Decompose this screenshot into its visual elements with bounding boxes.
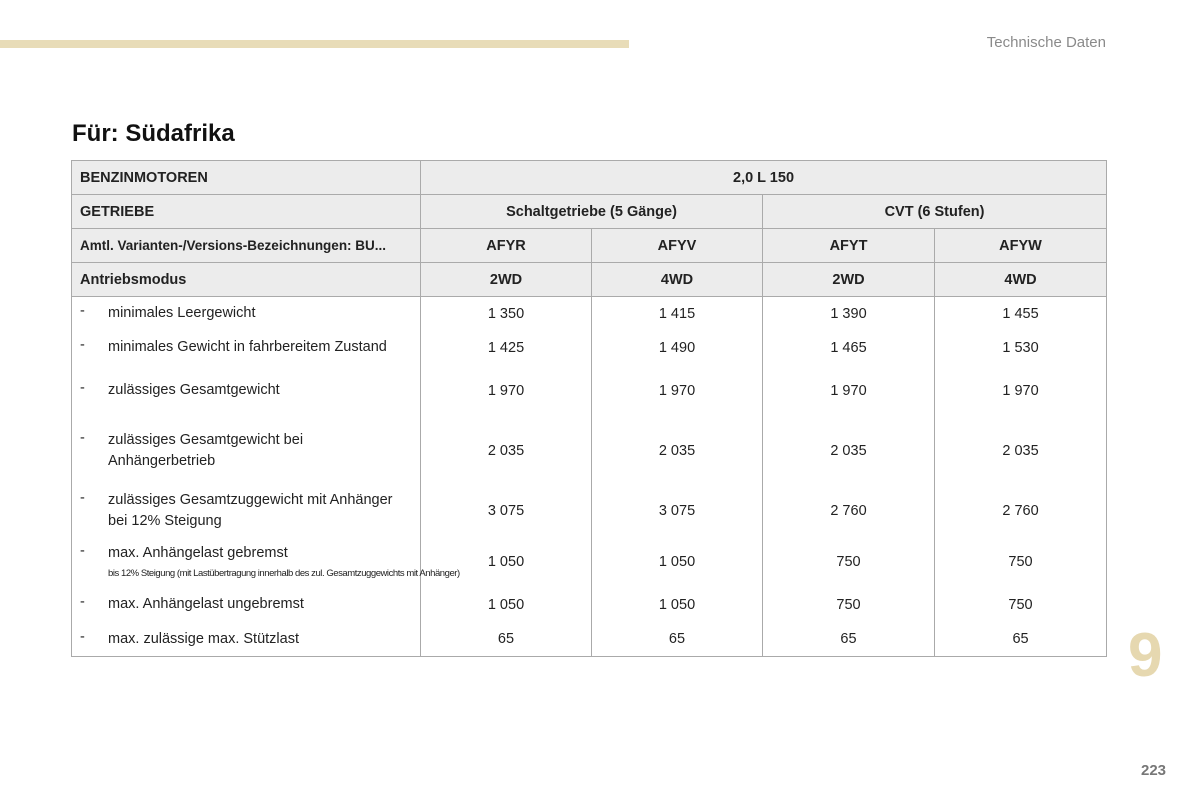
row-label-text: max. Anhängelast ungebremst (108, 596, 304, 612)
variant-cell: AFYR (421, 229, 592, 263)
value-cell: 750 (935, 587, 1107, 623)
variant-cell: AFYT (763, 229, 935, 263)
gearbox-manual: Schaltgetriebe (5 Gänge) (421, 195, 763, 229)
engine-row (72, 161, 1107, 195)
value-cell: 1 970 (421, 365, 592, 417)
row-label-text: zulässiges Gesamtgewicht bei Anhängerbetrieb (108, 431, 304, 469)
table-row (72, 297, 1107, 331)
value-cell: 2 035 (592, 417, 763, 485)
row-label (72, 331, 421, 365)
variants-label: Amtl. Varianten-/Versions-Bezeichnungen: BU... (72, 229, 421, 263)
value-cell: 65 (935, 623, 1107, 657)
value-cell: 1 455 (935, 297, 1107, 331)
row-label-text: zulässiges Gesamtzuggewicht mit Anhänger bei 12% Steigung (108, 491, 393, 529)
gearbox-row (72, 195, 1107, 229)
value-cell: 1 415 (592, 297, 763, 331)
gearbox-label: GETRIEBE (72, 195, 421, 229)
table-row (72, 485, 1107, 537)
section-header: Technische Daten (986, 34, 1106, 51)
value-cell: 1 465 (763, 331, 935, 365)
value-cell: 2 035 (421, 417, 592, 485)
row-label (72, 365, 421, 417)
gearbox-cvt: CVT (6 Stufen) (763, 195, 1107, 229)
row-footnote: bis 12% Steigung (mit Lastübertragung innerhalb des zul. Gesamtzuggewichts mit Anhänger) (108, 568, 460, 579)
bullet-dash: - (80, 489, 85, 506)
row-label-text: minimales Leergewicht (108, 305, 256, 322)
variant-cell: AFYV (592, 229, 763, 263)
value-cell: 750 (763, 587, 935, 623)
specifications-table (71, 160, 1107, 657)
value-cell: 2 760 (763, 485, 935, 537)
value-cell: 1 425 (421, 331, 592, 365)
table-row (72, 331, 1107, 365)
value-cell: 3 075 (421, 485, 592, 537)
value-cell: 750 (763, 537, 935, 587)
row-label-text: max. zulässige max. Stützlast (108, 630, 299, 647)
value-cell: 1 390 (763, 297, 935, 331)
value-cell: 1 530 (935, 331, 1107, 365)
drive-mode-cell: 4WD (935, 263, 1107, 297)
row-label-text: minimales Gewicht in fahrbereitem Zustand (108, 339, 387, 355)
value-cell: 1 050 (421, 587, 592, 623)
value-cell: 1 050 (592, 587, 763, 623)
value-cell: 1 050 (421, 537, 592, 587)
row-label (72, 297, 421, 331)
drive-mode-cell: 2WD (763, 263, 935, 297)
bullet-dash: - (80, 303, 85, 320)
row-label (72, 417, 421, 485)
variant-cell: AFYW (935, 229, 1107, 263)
table-row (72, 365, 1107, 417)
value-cell: 1 050 (592, 537, 763, 587)
bullet-dash: - (80, 380, 85, 396)
variants-row (72, 229, 1107, 263)
row-label (72, 485, 421, 537)
value-cell: 65 (763, 623, 935, 657)
row-label-text: zulässiges Gesamtgewicht (108, 382, 280, 398)
value-cell: 65 (421, 623, 592, 657)
drive-mode-row (72, 263, 1107, 297)
table-row (72, 417, 1107, 485)
table-row (72, 587, 1107, 623)
header-accent-bar (0, 40, 629, 48)
value-cell: 2 760 (935, 485, 1107, 537)
bullet-dash: - (80, 337, 85, 353)
value-cell: 65 (592, 623, 763, 657)
value-cell: 3 075 (592, 485, 763, 537)
value-cell: 1 970 (763, 365, 935, 417)
bullet-dash: - (80, 429, 85, 446)
value-cell: 1 970 (592, 365, 763, 417)
drive-mode-label: Antriebsmodus (72, 263, 421, 297)
drive-mode-cell: 4WD (592, 263, 763, 297)
bullet-dash: - (80, 543, 85, 559)
value-cell: 2 035 (763, 417, 935, 485)
row-label (72, 537, 460, 587)
engine-label: BENZINMOTOREN (72, 161, 421, 195)
value-cell: 2 035 (935, 417, 1107, 485)
engine-value: 2,0 L 150 (421, 161, 1107, 195)
page-title: Für: Südafrika (72, 120, 235, 147)
row-label (72, 587, 421, 623)
bullet-dash: - (80, 628, 85, 645)
row-label-text: max. Anhängelast gebremst (108, 545, 288, 561)
value-cell: 750 (935, 537, 1107, 587)
table-row (72, 537, 1107, 587)
value-cell: 1 350 (421, 297, 592, 331)
row-label-group (108, 543, 460, 580)
chapter-number: 9 (1128, 621, 1163, 690)
row-label (72, 623, 421, 657)
drive-mode-cell: 2WD (421, 263, 592, 297)
page-number: 223 (1141, 762, 1167, 779)
bullet-dash: - (80, 594, 85, 610)
value-cell: 1 490 (592, 331, 763, 365)
value-cell: 1 970 (935, 365, 1107, 417)
table-row (72, 623, 1107, 657)
